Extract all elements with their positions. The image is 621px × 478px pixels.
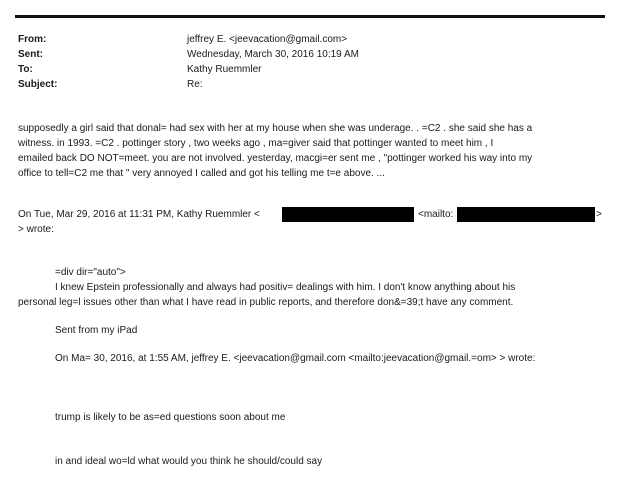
sent-value: Wednesday, March 30, 2016 10:19 AM — [187, 49, 359, 60]
div-markup-line: =div dir="auto"> — [55, 267, 126, 278]
ruemmler-line-2: personal leg=l issues other than what I have read in public reports, and therefore don&=39;t have any comment. — [18, 297, 514, 308]
top-rule — [15, 15, 605, 18]
body-line-4: office to tell=C2 me that " very annoyed I called and got his telling me t=e above. ... — [18, 168, 385, 179]
ruemmler-line-1: I knew Epstein professionally and always had positiv= dealings with him. I don't know anything about his — [55, 282, 516, 293]
subject-label: Subject: — [18, 79, 58, 90]
from-label: From: — [18, 34, 47, 45]
quote-header-mailto: <mailto: — [418, 209, 454, 220]
redaction-box — [457, 207, 595, 222]
body-line-1: supposedly a girl said that donal= had sex with her at my house when she was underage. . =C2 . she said she has a — [18, 123, 533, 134]
quote-header-line-2: > wrote: — [18, 224, 54, 235]
body-line-3: emailed back DO NOT=meet. you are not involved. yesterday, macgi=er sent me , "pottinger worked his way into my — [18, 153, 533, 164]
quote-header-end: > — [596, 209, 602, 220]
subject-value: Re: — [187, 79, 203, 90]
from-value: jeffrey E. <jeevacation@gmail.com> — [187, 34, 348, 45]
redaction-box — [282, 207, 414, 222]
to-label: To: — [18, 64, 33, 75]
inner-quote-header: On Ma= 30, 2016, at 1:55 AM, jeffrey E. <jeevacation@gmail.com <mailto:jeevacation@gmail.=om> > wrote: — [55, 353, 536, 364]
ideal-line: in and ideal wo=ld what would you think he should/could say — [55, 456, 323, 467]
trump-line: trump is likely to be as=ed questions soon about me — [55, 412, 286, 423]
quote-header-line-1: On Tue, Mar 29, 2016 at 11:31 PM, Kathy Ruemmler < — [18, 209, 260, 220]
signature-line: Sent from my iPad — [55, 325, 138, 336]
body-line-2: witness. in 1993. =C2 . pottinger story , two weeks ago , ma=giver said that pottinger wanted to meet him , I — [18, 138, 494, 149]
to-value: Kathy Ruemmler — [187, 64, 262, 75]
sent-label: Sent: — [18, 49, 43, 60]
